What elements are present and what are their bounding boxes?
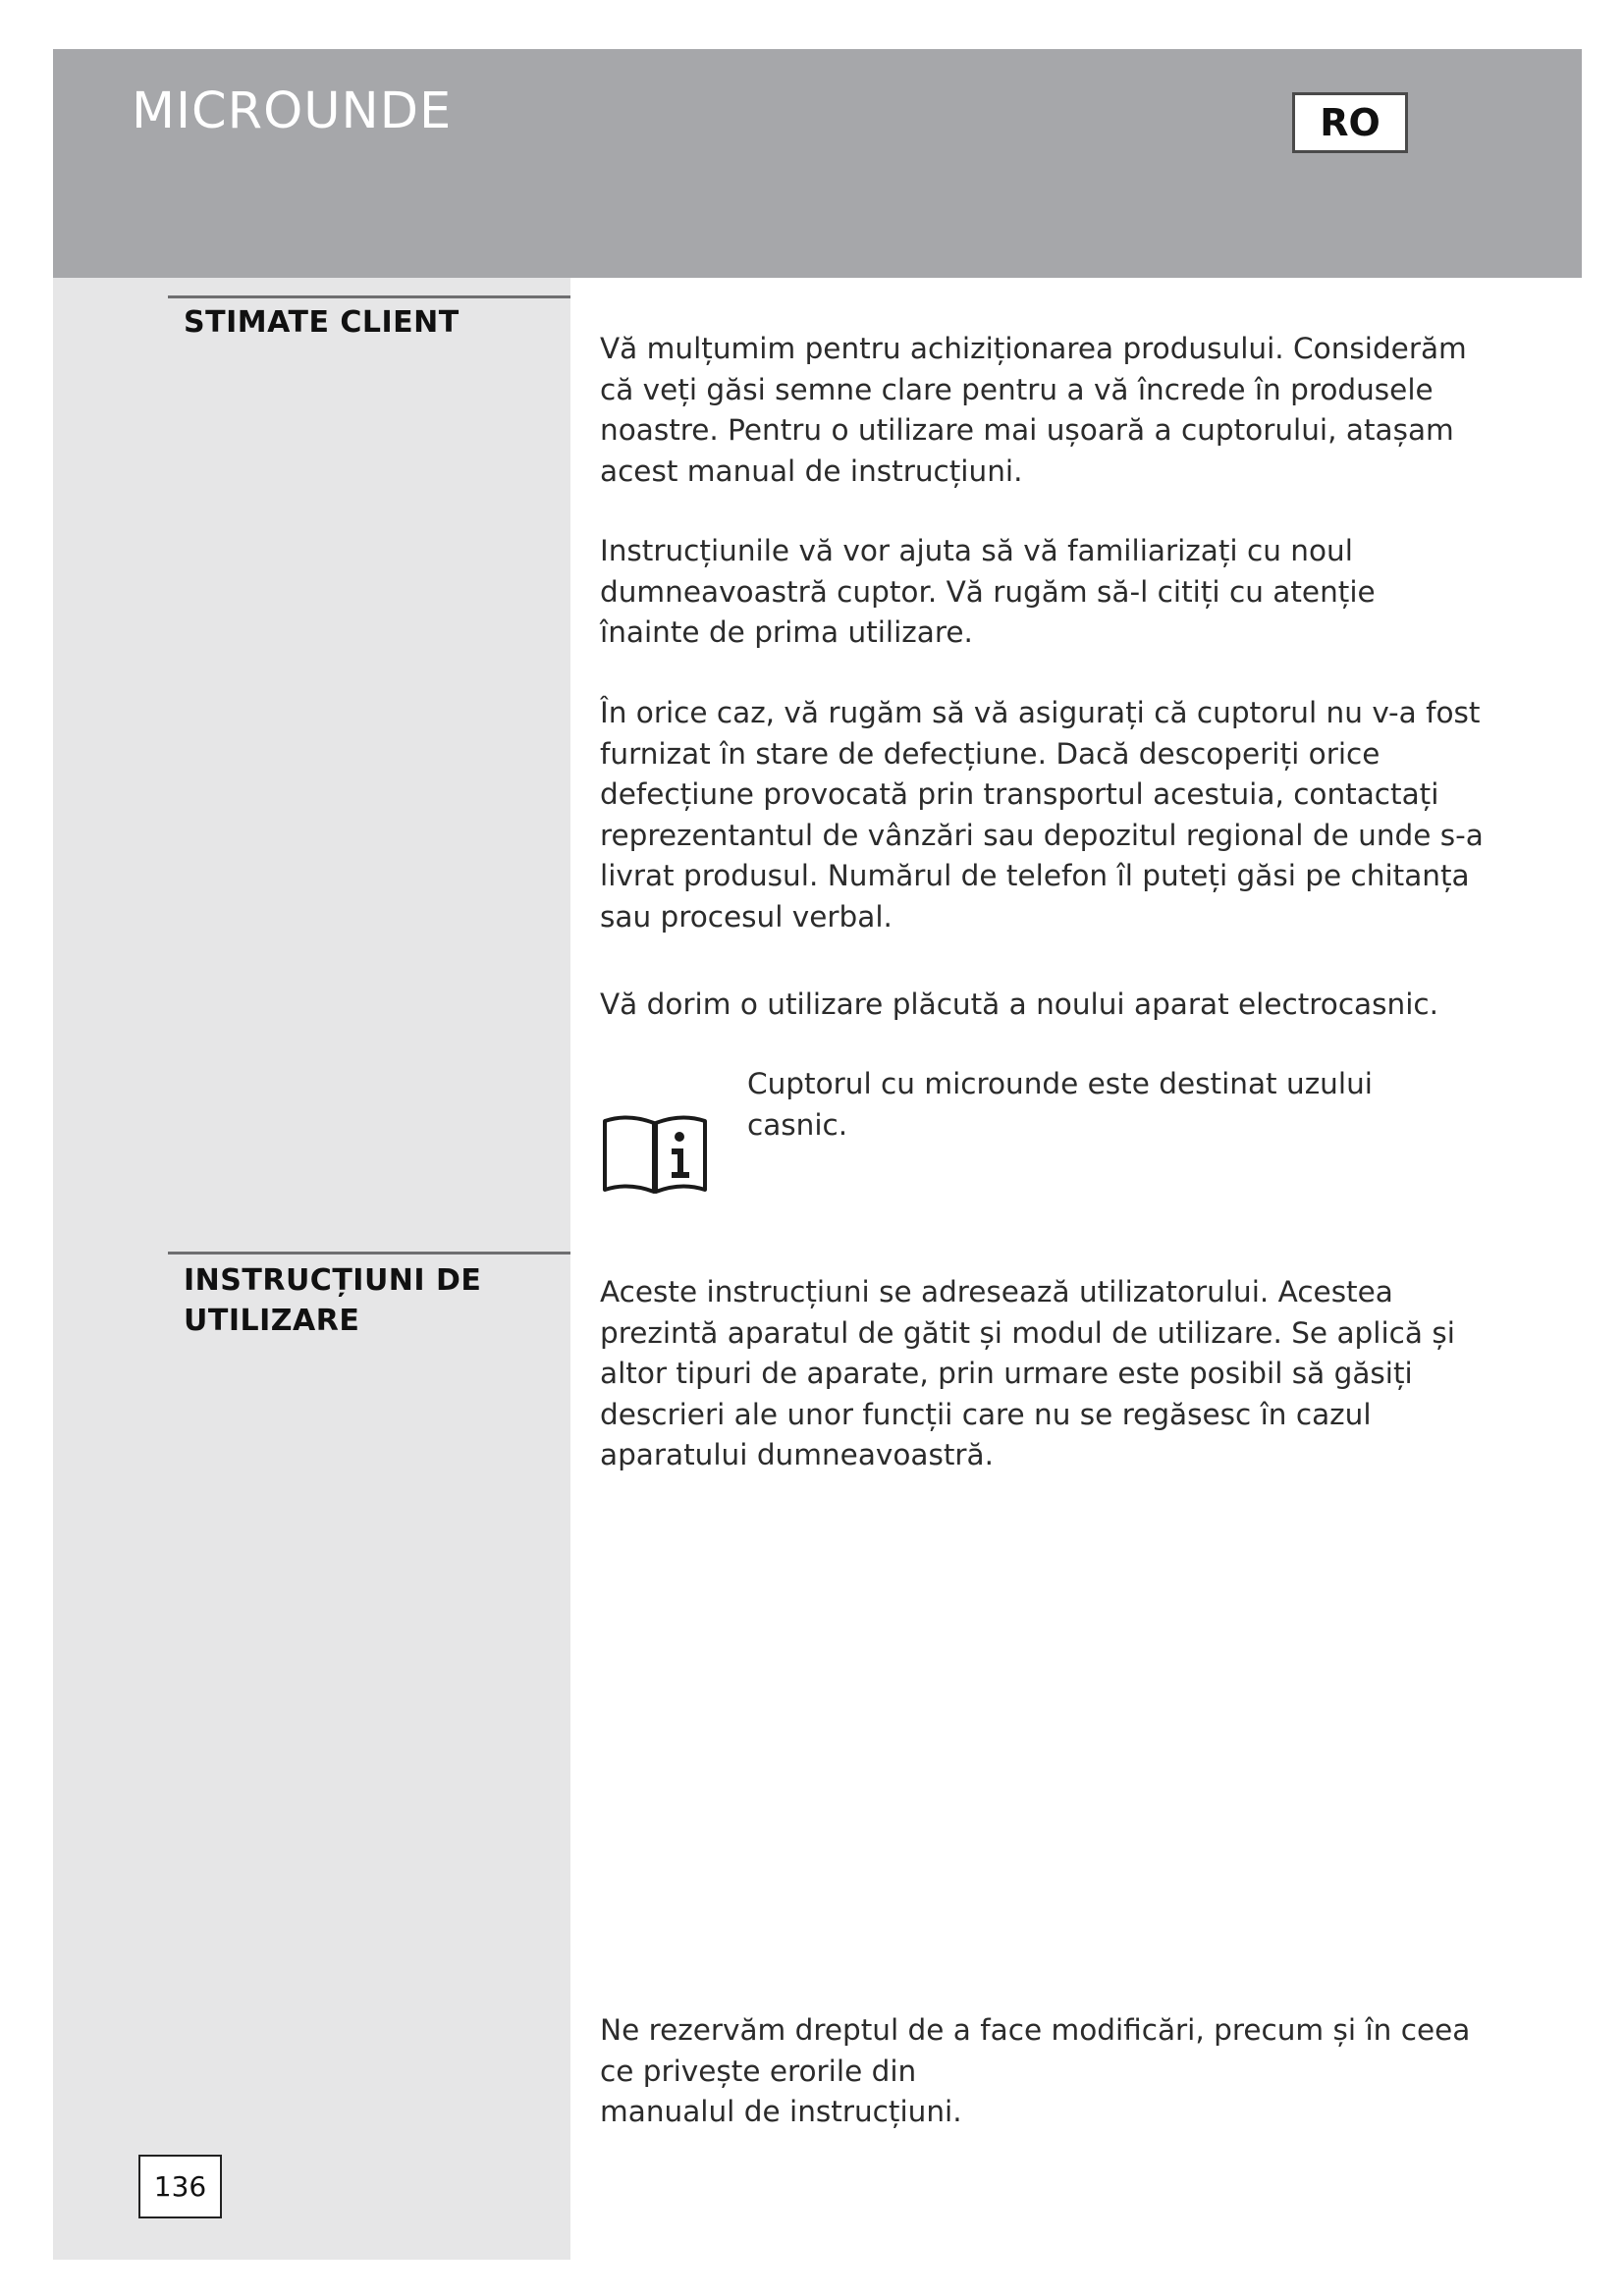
footer-disclaimer [600, 2010, 1484, 2133]
section-rule [168, 1252, 570, 1255]
info-manual-icon [601, 1111, 709, 1196]
footer-disclaimer-line: Ne rezervăm dreptul de a face modificări, precum și în ceea ce privește erorile din [600, 2013, 1471, 2088]
section-rule [168, 295, 570, 298]
info-note-text: Cuptorul cu microunde este destinat uzului casnic. [747, 1067, 1373, 1142]
paragraph-familiarize: Instrucțiunile vă vor ajuta să vă familiarizați cu noul dumneavoastră cuptor. Vă rugăm să-l citiți cu atenție înainte de prima utilizare. [600, 534, 1376, 650]
paragraph-wishes: Vă dorim o utilizare plăcută a noului aparat electrocasnic. [600, 988, 1438, 1021]
paragraph-defect-check: În orice caz, vă rugăm să vă asigurați că cuptorul nu v-a fost furnizat în stare de defecțiune. Dacă descoperiți orice defecțiune provocată prin transportul acestuia, contactați reprezentantul de vânzări sau depozitul regional de unde s-a livrat produsul. Numărul de telefon îl puteți găsi pe chitanța sau procesul verbal. [600, 696, 1484, 934]
paragraph-thanks: Vă mulțumim pentru achiziționarea produsului. Considerăm că veți găsi semne clare pentru a vă încrede în produsele noastre. Pentru o utilizare mai ușoară a cuptorului, atașam acest manual de instrucțiuni. [600, 332, 1467, 488]
paragraph-user-instructions: Aceste instrucțiuni se adresează utilizatorului. Acestea prezintă aparatul de gătit și modul de utilizare. Se aplică și altor tipuri de aparate, prin urmare este posibil să găsiți descrieri ale unor funcții care nu se regăsesc în cazul aparatului dumneavoastră. [600, 1275, 1455, 1472]
section-heading-stimate-client: STIMATE CLIENT [184, 305, 460, 340]
section-heading-instructiuni: INSTRUCȚIUNI DE UTILIZARE [184, 1263, 482, 1338]
page-number: 136 [138, 2155, 222, 2218]
footer-disclaimer-line: manualul de instrucțiuni. [600, 2095, 962, 2129]
document-title: MICROUNDE [132, 82, 453, 140]
language-badge: RO [1292, 92, 1408, 153]
